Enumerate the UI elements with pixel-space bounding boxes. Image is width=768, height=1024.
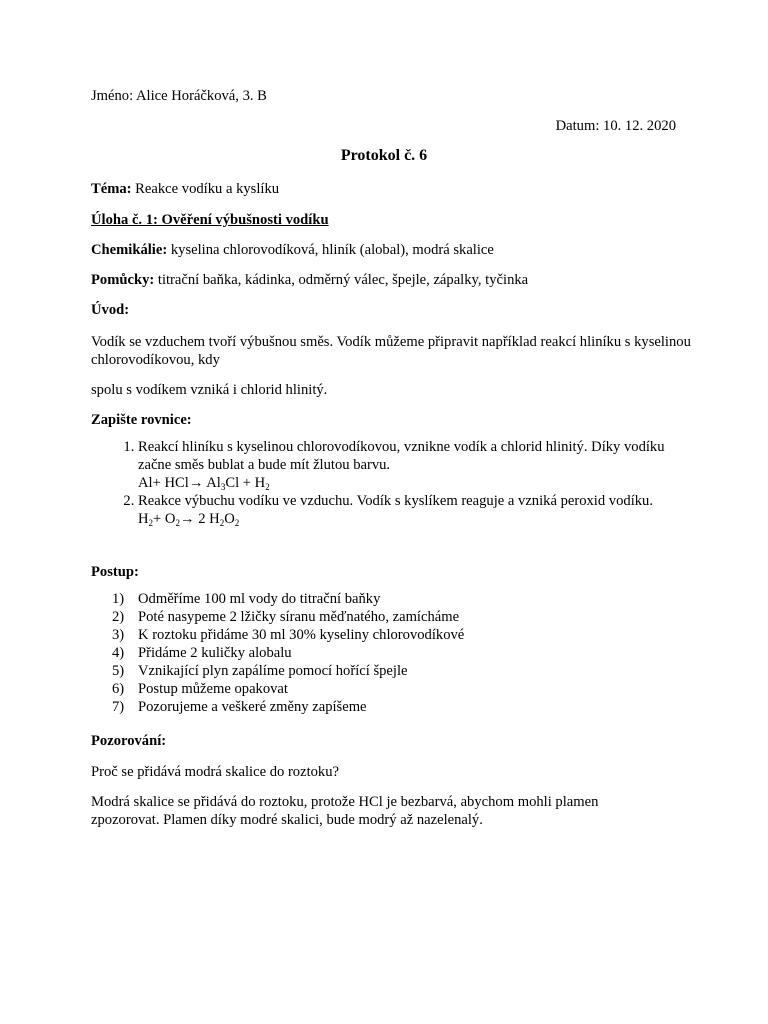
- procedure-heading: Postup:: [91, 564, 139, 580]
- procedure-step: 2) Poté nasypeme 2 lžičky síranu měďnatého, zamícháme: [112, 609, 460, 625]
- chemicals-value: kyselina chlorovodíková, hliník (alobal), modrá skalice: [167, 242, 494, 258]
- tools-line: [91, 271, 528, 289]
- equation-text: Reakce výbuchu vodíku ve vzduchu. Vodík s kyslíkem reaguje a vzniká peroxid vodíku.: [138, 493, 653, 509]
- intro-paragraph-2: spolu s vodíkem vzniká i chlorid hlinitý.: [91, 382, 328, 398]
- equations-list: [91, 438, 698, 528]
- procedure-steps: [91, 590, 651, 716]
- topic-value: Reakce vodíku a kyslíku: [131, 181, 280, 197]
- tools-label: Pomůcky:: [91, 272, 155, 288]
- topic-line: [91, 180, 279, 198]
- tools-value: titrační baňka, kádinka, odměrný válec, špejle, zápalky, tyčinka: [154, 272, 529, 288]
- observation-heading: Pozorování:: [91, 733, 167, 749]
- name-line: Jméno: Alice Horáčková, 3. B: [91, 88, 267, 104]
- equation-formula: $H_2+ O_2\to 2$ $H_2O_2$: [138, 511, 240, 528]
- observation-question: Proč se přidává modrá skalice do roztoku?: [91, 764, 340, 780]
- equation-formula: $Al+ HCl\to Al_3Cl + H_2$: [138, 475, 270, 492]
- intro-paragraph-1: Vodík se vzduchem tvoří výbušnou směs. Vodík můžeme připravit například reakcí hliníku s kyselinou chlorovodíkovou, kdy: [91, 334, 691, 368]
- procedure-step: 6) Postup můžeme opakovat: [112, 681, 288, 697]
- equation-item: [138, 492, 698, 528]
- page-title: Protokol č. 6: [340, 147, 428, 164]
- topic-label: Téma:: [91, 181, 132, 197]
- equation-item: [138, 438, 698, 492]
- observation-answer: Modrá skalice se přidává do roztoku, protože HCl je bezbarvá, abychom mohli plamen zpozorovat. Plamen díky modré skalici, bude modrý až nazelenalý.: [91, 794, 599, 828]
- chemicals-label: Chemikálie:: [91, 242, 168, 258]
- equation-text: Reakcí hliníku s kyselinou chlorovodíkovou, vznikne vodík a chlorid hlinitý. Díky vodíku začne směs bublat a bude mít žlutou barvu.: [138, 439, 665, 473]
- date-line: Datum: 10. 12. 2020: [555, 118, 676, 134]
- procedure-step: 5) Vznikající plyn zapálíme pomocí hořící špejle: [112, 663, 408, 679]
- procedure-step: 7) Pozorujeme a veškeré změny zapíšeme: [112, 699, 367, 715]
- chemicals-line: [91, 241, 494, 259]
- task-heading: Úloha č. 1: Ověření výbušnosti vodíku: [91, 212, 329, 228]
- procedure-step: 1) Odměříme 100 ml vody do titrační baňky: [112, 591, 381, 607]
- equations-heading: Zapište rovnice:: [91, 412, 192, 428]
- intro-heading: Úvod:: [91, 302, 130, 318]
- procedure-step: 4) Přidáme 2 kuličky alobalu: [112, 645, 292, 661]
- procedure-step: 3) K roztoku přidáme 30 ml 30% kyseliny chlorovodíkové: [112, 627, 465, 643]
